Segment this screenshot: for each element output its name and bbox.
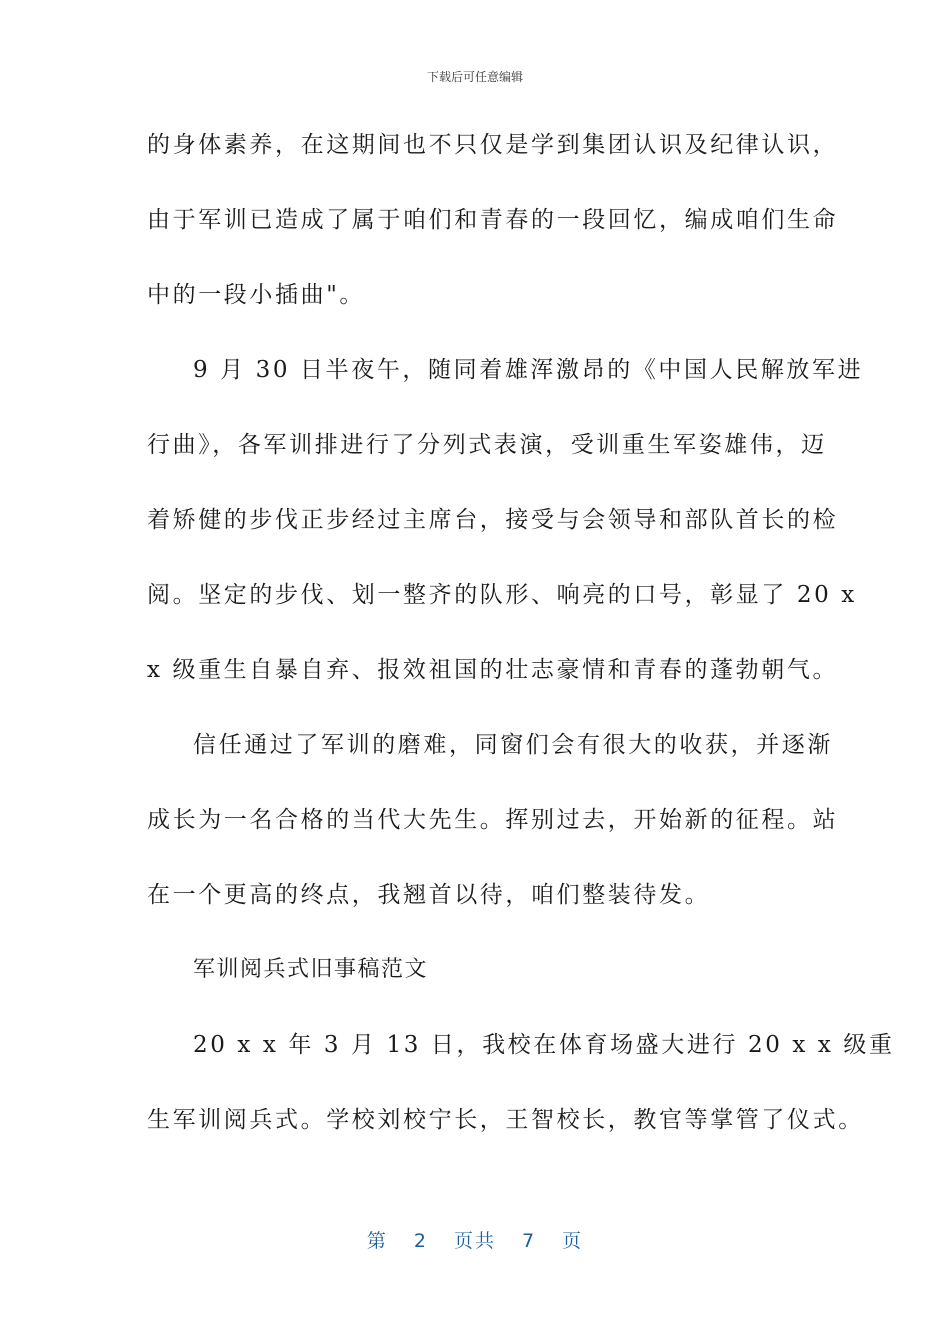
paragraph-start: 9 月 30 日半夜午，随同着雄浑激昂的《中国人民解放军进 xyxy=(193,357,864,383)
text-line: 着矫健的步伐正步经过主席台，接受与会领导和部队首长的检 xyxy=(147,507,839,533)
text-line: 生军训阅兵式。学校刘校宁长，王智校长，教官等掌管了仪式。 xyxy=(147,1107,864,1133)
section-heading: 军训阅兵式旧事稿范文 xyxy=(193,957,429,982)
text-line: 的身体素养，在这期间也不只仅是学到集团认识及纪律认识， xyxy=(147,132,839,158)
text-line: x 级重生自暴自弃、报效祖国的壮志豪情和青春的蓬勃朝气。 xyxy=(147,657,839,683)
text-line: 行曲》，各军训排进行了分列式表演，受训重生军姿雄伟，迈 xyxy=(147,432,827,458)
page-header: 下载后可任意编辑 xyxy=(426,70,523,84)
document-body xyxy=(147,122,895,1172)
text-line: 成长为一名合格的当代大先生。挥别过去，开始新的征程。站 xyxy=(147,807,839,833)
paragraph-start: 信任通过了军训的磨难，同窗们会有很大的收获，并逐渐 xyxy=(193,732,833,758)
text-line: 阅。坚定的步伐、划一整齐的队形、响亮的口号，彰显了 20 x xyxy=(147,582,857,608)
text-line: 在一个更高的终点，我翘首以待，咱们整装待发。 xyxy=(147,882,711,908)
paragraph-start: 20 x x 年 3 月 13 日，我校在体育场盛大进行 20 x x 级重 xyxy=(193,1032,895,1058)
text-line: 中的一段小插曲"。 xyxy=(147,282,365,308)
text-line: 由于军训已造成了属于咱们和青春的一段回忆，编成咱们生命 xyxy=(147,207,839,233)
page-number: 第 2 页共 7 页 xyxy=(366,1230,584,1252)
